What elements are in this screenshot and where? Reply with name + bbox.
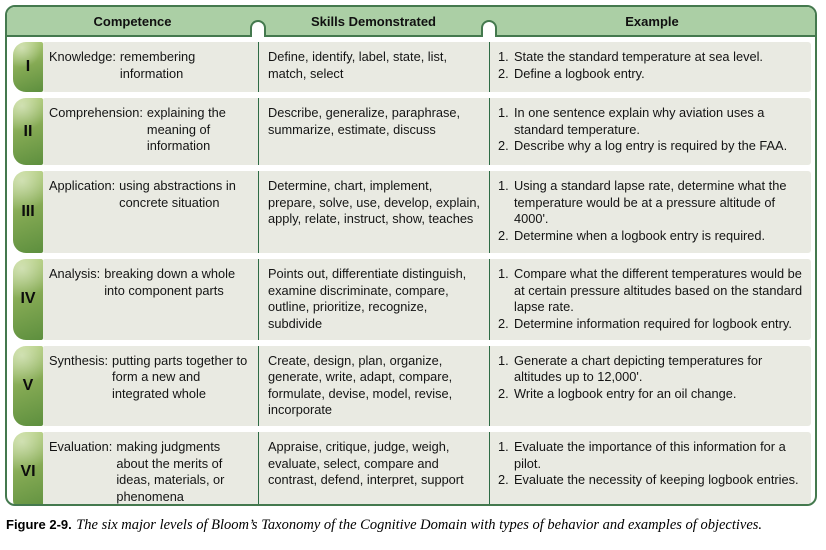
level-numeral: V (22, 376, 34, 394)
competence-term: Comprehension: (49, 105, 143, 120)
example-number: 1. (498, 439, 509, 454)
table-row-evaluation (13, 432, 811, 506)
example-number: 1. (498, 49, 509, 64)
competence-term: Synthesis: (49, 352, 109, 368)
example-text: Using a standard lapse rate, determine what the temperature would be at a pressure altitude of 4000'. (514, 178, 787, 227)
competence-desc: explaining the meaning of information (146, 105, 226, 154)
table-row-comprehension (13, 98, 811, 165)
header-notch (481, 20, 497, 37)
level-numeral: VI (20, 463, 36, 481)
level-numeral: IV (20, 290, 36, 308)
competence-cell (43, 259, 258, 340)
header-notch (250, 20, 266, 37)
level-numeral: III (21, 203, 35, 220)
competence-desc: using abstractions in concrete situation (119, 178, 236, 210)
example-text: Determine information required for logbook entry. (514, 315, 792, 331)
table-row-knowledge (13, 42, 811, 92)
example-number: 2. (498, 385, 509, 401)
skills-cell: Create, design, plan, organize, generate, write, adapt, compare, formulate, devise, model, revise, incorporate (258, 346, 489, 427)
figure-caption-label: Figure 2-9. (6, 517, 72, 532)
example-item (498, 178, 806, 228)
figure-caption (6, 516, 820, 534)
competence-cell (43, 432, 258, 506)
bloom-taxonomy-table (5, 5, 817, 506)
example-item (498, 266, 806, 316)
header-competence: Competence (93, 13, 172, 29)
figure-caption-text: The six major levels of Bloom’s Taxonomy of the Cognitive Domain with types of behavior and examples of objectives. (76, 517, 763, 533)
example-text: Write a logbook entry for an oil change. (514, 385, 737, 401)
competence-cell (43, 98, 258, 165)
table-body (7, 37, 815, 506)
example-text: Generate a chart depicting temperatures for altitudes up to 12,000'. (514, 352, 763, 385)
example-cell (489, 259, 811, 340)
competence-term: Knowledge: (49, 49, 116, 64)
skills-cell: Determine, chart, implement, prepare, solve, use, develop, explain, apply, relate, instruct, show, teaches (258, 171, 489, 253)
level-tab (13, 259, 43, 340)
header-example: Example (625, 13, 679, 29)
skills-cell: Define, identify, label, state, list, match, select (258, 42, 489, 92)
example-text: State the standard temperature at sea level. (514, 49, 763, 64)
example-item (498, 439, 806, 472)
example-number: 1. (498, 352, 509, 368)
level-tab (13, 346, 43, 427)
example-item (498, 138, 806, 155)
example-cell (489, 346, 811, 427)
example-item (498, 228, 806, 245)
table-row-analysis (13, 259, 811, 340)
example-text: Determine when a logbook entry is required. (514, 227, 766, 243)
example-text: Define a logbook entry. (514, 65, 645, 81)
table-row-synthesis (13, 346, 811, 427)
example-cell (489, 171, 811, 253)
example-cell (489, 98, 811, 165)
competence-term: Evaluation: (49, 439, 113, 454)
example-text: Compare what the different temperatures would be at certain pressure altitudes based on the standard lapse rate. (514, 266, 803, 315)
header-skills-demonstrated: Skills Demonstrated (311, 13, 436, 29)
competence-term: Application: (49, 178, 116, 193)
level-numeral: II (23, 122, 33, 140)
level-tab (13, 432, 43, 506)
example-number: 2. (498, 138, 509, 154)
example-number: 2. (498, 472, 509, 488)
example-item (498, 105, 806, 138)
example-item (498, 386, 806, 403)
level-tab (13, 42, 43, 92)
example-item (498, 66, 806, 83)
example-number: 2. (498, 315, 509, 331)
example-item (498, 316, 806, 333)
competence-cell (43, 171, 258, 253)
example-item (498, 472, 806, 489)
competence-cell (43, 42, 258, 92)
example-number: 2. (498, 227, 509, 243)
example-text: Evaluate the necessity of keeping logbook entries. (514, 472, 799, 488)
competence-cell (43, 346, 258, 427)
example-number: 1. (498, 266, 509, 281)
example-number: 2. (498, 65, 509, 81)
skills-cell: Appraise, critique, judge, weigh, evaluate, select, compare and contrast, defend, interpret, support (258, 432, 489, 506)
example-text: Describe why a log entry is required by the FAA. (514, 138, 788, 154)
table-row-application (13, 171, 811, 253)
example-item (498, 353, 806, 386)
example-cell (489, 42, 811, 92)
competence-desc: breaking down a whole into component parts (104, 266, 236, 298)
table-header-row (7, 7, 815, 37)
competence-desc: making judgments about the merits of ideas, materials, or phenomena (116, 439, 225, 504)
example-text: In one sentence explain why aviation uses a standard temperature. (514, 105, 765, 137)
level-tab (13, 98, 43, 165)
competence-desc: remembering information (119, 49, 196, 81)
example-cell (489, 432, 811, 506)
example-number: 1. (498, 178, 509, 193)
skills-cell: Describe, generalize, paraphrase, summarize, estimate, discuss (258, 98, 489, 165)
skills-cell: Points out, differentiate distinguish, examine discriminate, compare, outline, prioritize, recognize, subdivide (258, 259, 489, 340)
example-number: 1. (498, 105, 509, 120)
competence-term: Analysis: (49, 266, 101, 281)
level-tab (13, 171, 43, 253)
competence-desc: putting parts together to form a new and integrated whole (112, 352, 248, 401)
example-text: Evaluate the importance of this information for a pilot. (514, 439, 786, 471)
level-numeral: I (25, 58, 31, 75)
example-item (498, 49, 806, 66)
